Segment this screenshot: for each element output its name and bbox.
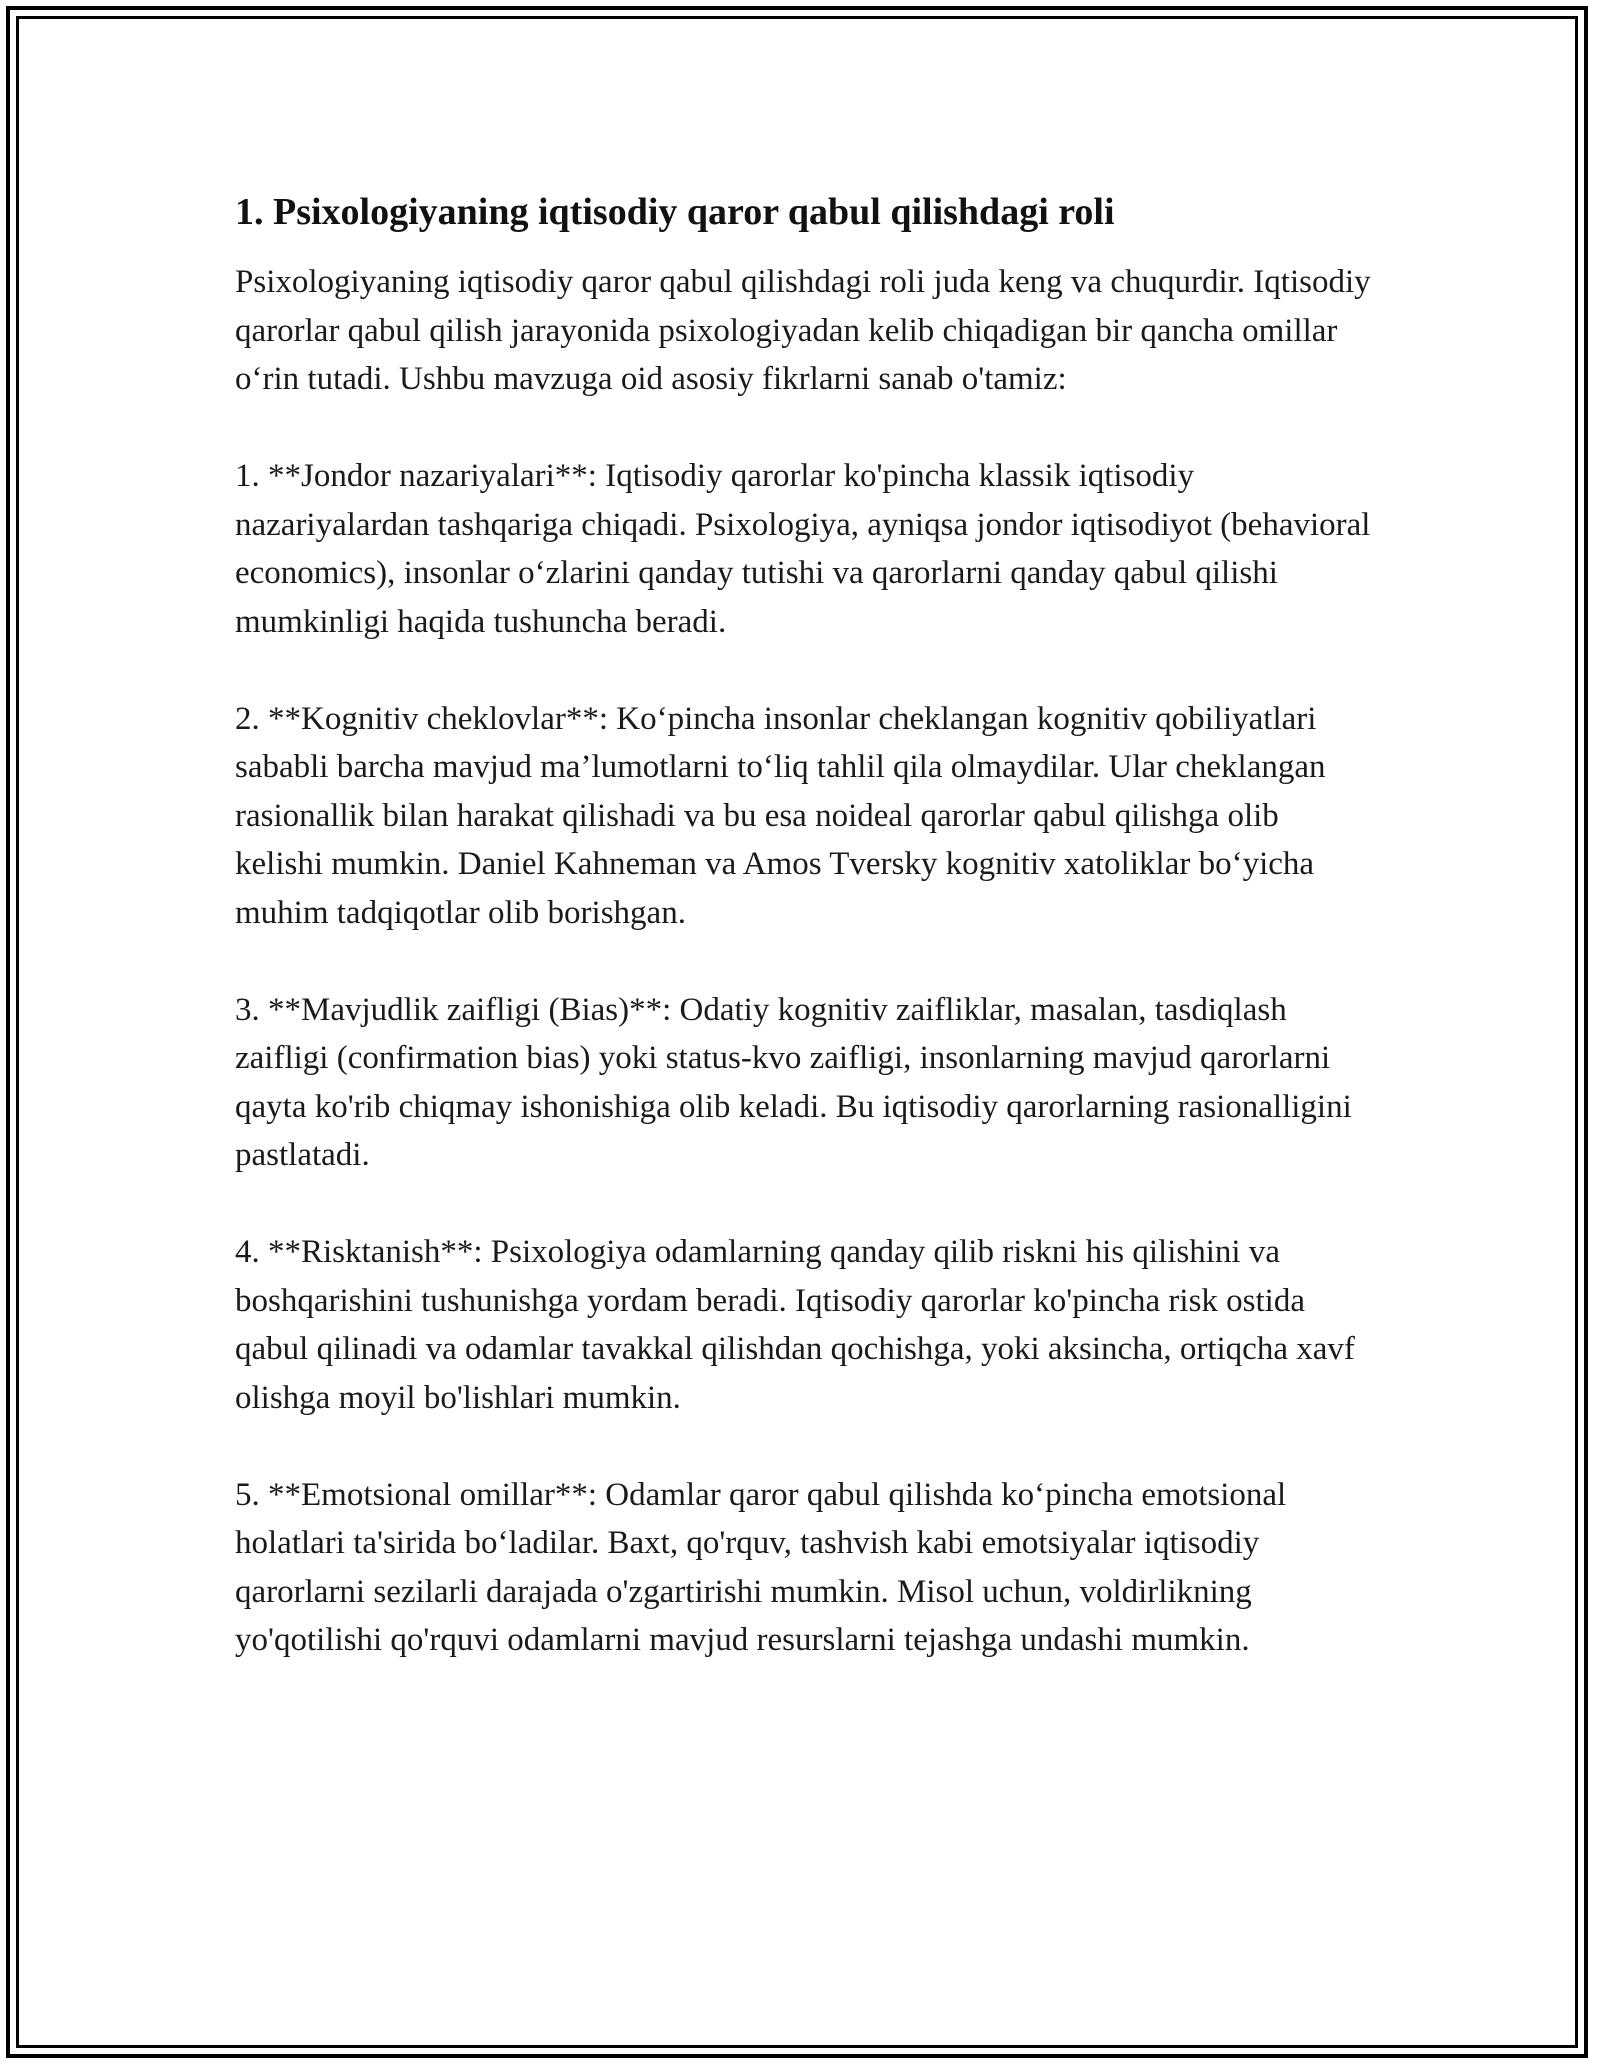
document-body <box>235 188 1375 1713</box>
point-2-paragraph: 2. **Kognitiv cheklovlar**: Ko‘pincha insonlar cheklangan kognitiv qobiliyatlari sababli barcha mavjud ma’lumotlarni to‘liq tahlil qila olmaydilar. Ular cheklangan rasionallik bilan harakat qilishadi va bu esa noideal qarorlar qabul qilishga olib kelishi mumkin. Daniel Kahneman va Amos Tversky kognitiv xatoliklar bo‘yicha muhim tadqiqotlar olib borishgan. <box>235 700 1326 931</box>
intro-paragraph: Psixologiyaning iqtisodiy qaror qabul qilishdagi roli juda keng va chuqurdir. Iqtisodiy qarorlar qabul qilish jarayonida psixologiyadan kelib chiqadigan bir qancha omillar o‘rin tutadi. Ushbu mavzuga oid asosiy fikrlarni sanab o'tamiz: <box>235 264 1371 397</box>
point-3-paragraph: 3. **Mavjudlik zaifligi (Bias)**: Odatiy kognitiv zaifliklar, masalan, tasdiqlash zaifligi (confirmation bias) yoki status-kvo zaifligi, insonlarning mavjud qarorlarni qayta ko'rib chiqmay ishonishiga olib keladi. Bu iqtisodiy qarorlarning rasionalligini pastlatadi. <box>235 991 1352 1173</box>
point-5-paragraph: 5. **Emotsional omillar**: Odamlar qaror qabul qilishda ko‘pincha emotsional holatlari ta'sirida bo‘ladilar. Baxt, qo'rquv, tashvish kabi emotsiyalar iqtisodiy qarorlarni sezilarli darajada o'zgartirishi mumkin. Misol uchun, voldirlikning yo'qotilishi qo'rquvi odamlarni mavjud resurslarni tejashga undashi mumkin. <box>235 1476 1287 1658</box>
point-4-paragraph: 4. **Risktanish**: Psixologiya odamlarning qanday qilib riskni his qilishini va boshqarishini tushunishga yordam beradi. Iqtisodiy qarorlar ko'pincha risk ostida qabul qilinadi va odamlar tavakkal qilishdan qochishga, yoki aksincha, ortiqcha xavf olishga moyil bo'lishlari mumkin. <box>235 1234 1355 1416</box>
section-heading: 1. Psixologiyaning iqtisodiy qaror qabul qilishdagi roli <box>235 191 1115 233</box>
point-1-paragraph: 1. **Jondor nazariyalari**: Iqtisodiy qarorlar ko'pincha klassik iqtisodiy nazariyalardan tashqariga chiqadi. Psixologiya, ayniqsa jondor iqtisodiyot (behavioral economics), insonlar o‘zlarini qanday tutishi va qarorlarni qanday qabul qilishi mumkinligi haqida tushuncha beradi. <box>235 458 1371 640</box>
